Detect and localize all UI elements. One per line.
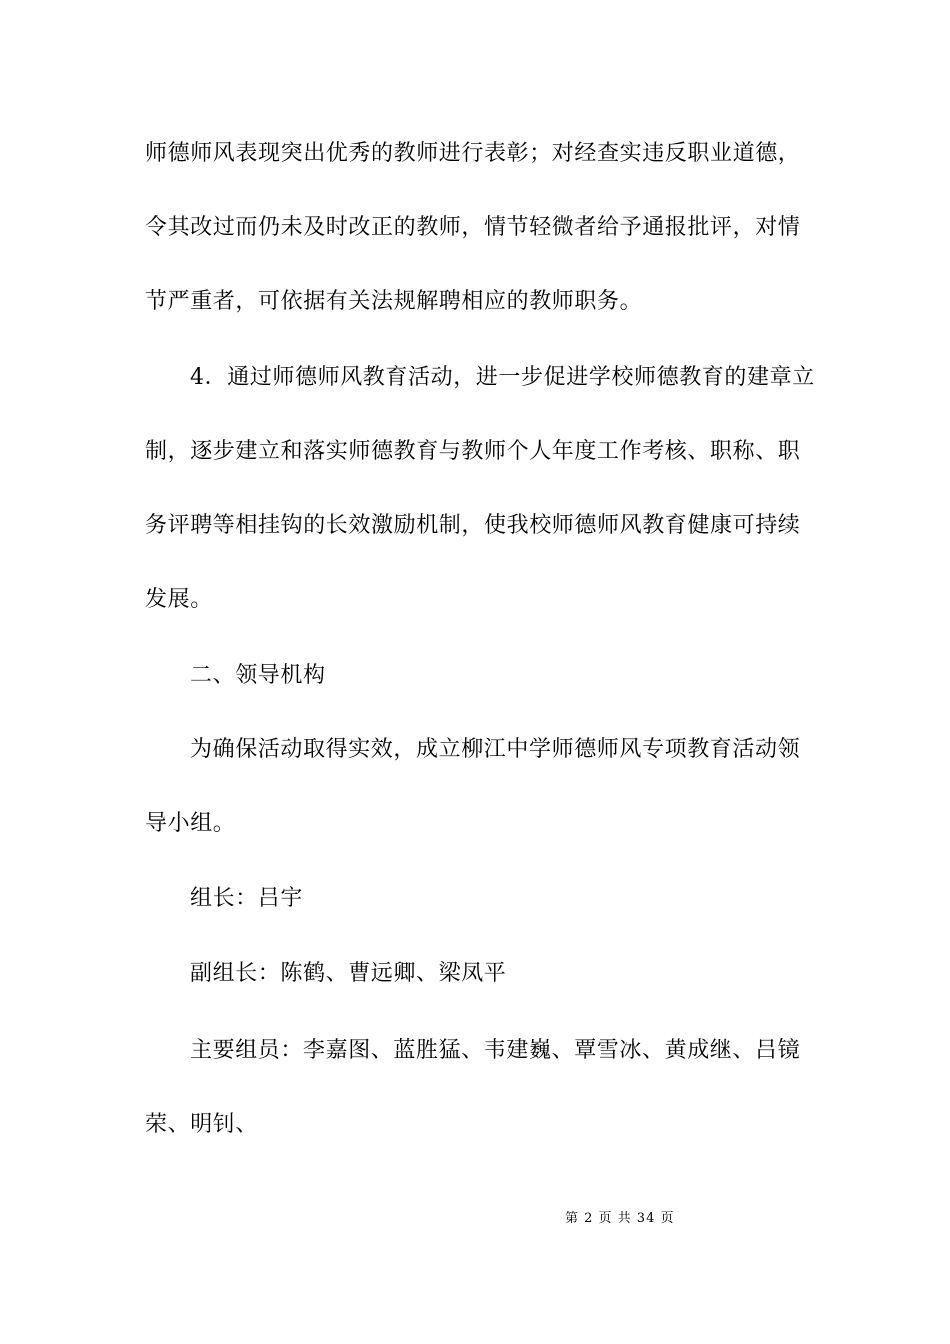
- intro-line-2: 导小组。: [145, 811, 236, 836]
- section-heading: 二、领导机构: [190, 663, 326, 688]
- item-4-line-1: 4．通过师德师风教育活动，进一步促进学校师德教育的建章立: [190, 365, 815, 390]
- item-4-line-3: 务评聘等相挂钩的长效激励机制，使我校师德师风教育健康可持续: [145, 513, 801, 538]
- paragraph-line-2: 令其改过而仍未及时改正的教师，情节轻微者给予通报批评，对情: [145, 215, 801, 240]
- page-number-footer: 第 2 页 共 34 页: [565, 1211, 675, 1226]
- group-leader-line: 组长：吕宇: [190, 886, 304, 911]
- item-4-line-2: 制，逐步建立和落实师德教育与教师个人年度工作考核、职称、职: [145, 439, 801, 464]
- members-line-1: 主要组员：李嘉图、蓝胜猛、韦建巍、覃雪冰、黄成继、吕镜: [190, 1038, 801, 1063]
- paragraph-line-3: 节严重者，可依据有关法规解聘相应的教师职务。: [145, 289, 643, 314]
- intro-line-1: 为确保活动取得实效，成立柳江中学师德师风专项教育活动领: [190, 737, 801, 762]
- deputy-leader-line: 副组长：陈鹤、曹远卿、梁凤平: [190, 961, 507, 986]
- members-line-2: 荣、明钊、: [145, 1112, 259, 1137]
- item-4-line-4: 发展。: [145, 587, 213, 612]
- paragraph-line-1: 师德师风表现突出优秀的教师进行表彰；对经查实违反职业道德，: [145, 141, 801, 166]
